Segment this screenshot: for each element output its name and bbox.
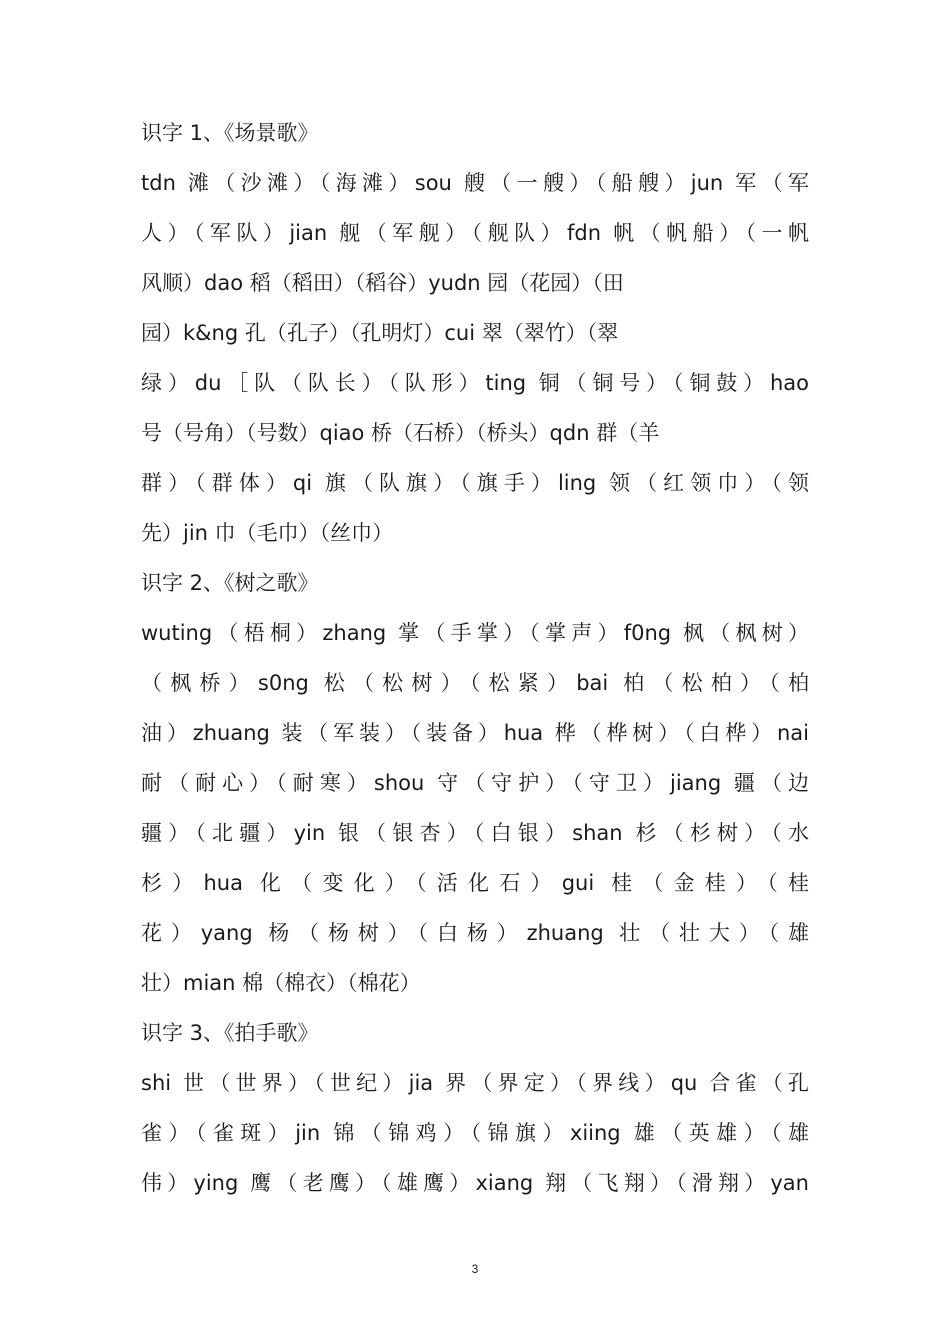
text-line: 号（号角）（号数）qiao 桥（石桥）（桥头）qdn 群（羊 <box>141 421 660 445</box>
page-content <box>141 108 809 1208</box>
section-heading-1: 识字 1、《场景歌》 <box>141 121 319 145</box>
text-line: 人）（军队）jian 舰（军舰）（舰队）fdn 帆（帆船）（一帆 <box>141 221 809 245</box>
section-heading-2: 识字 2、《树之歌》 <box>141 571 319 595</box>
text-line: shi 世（世界）（世纪）jia 界（界定）（界线）qu 合雀（孔 <box>141 1071 809 1095</box>
text-line: 群）（群体）qi 旗（队旗）（旗手）ling 领（红领巾）（领 <box>141 471 809 495</box>
text-line: 油）zhuang 装（军装）（装备）hua 桦（桦树）（白桦）nai <box>141 721 809 745</box>
text-line: 风顺）dao 稻（稻田）（稻谷）yudn 园（花园）（田 <box>141 271 624 295</box>
text-line: 花）yang 杨（杨树）（白杨）zhuang 壮（壮大）（雄 <box>141 921 809 945</box>
text-line: 雀）（雀斑）jin 锦（锦鸡）（锦旗）xiing 雄（英雄）（雄 <box>141 1121 809 1145</box>
text-line: （枫桥）s0ng 松（松树）（松紧）bai 柏（松柏）（柏 <box>141 671 809 695</box>
text-line: wuting（梧桐）zhang 掌（手掌）（掌声）f0ng 枫（枫树） <box>141 621 809 645</box>
text-line: 疆）（北疆）yin 银（银杏）（白银）shan 杉（杉树）（水 <box>141 821 809 845</box>
text-line: 壮）mian 棉（棉衣）（棉花） <box>141 971 421 995</box>
page-number: 3 <box>471 1262 479 1276</box>
section-heading-3: 识字 3、《拍手歌》 <box>141 1021 319 1045</box>
text-line: tdn 滩（沙滩）（海滩）sou 艘（一艘）（船艘）jun 军（军 <box>141 171 809 195</box>
text-line: 伟）ying 鹰（老鹰）（雄鹰）xiang 翔（飞翔）（滑翔）yan <box>141 1171 809 1195</box>
text-line: 杉）hua 化（变化）（活化石）gui 桂（金桂）（桂 <box>141 871 809 895</box>
text-line: 耐（耐心）（耐寒）shou 守（守护）（守卫）jiang 疆（边 <box>141 771 809 795</box>
text-line: 先）jin 巾（毛巾）（丝巾） <box>141 521 394 545</box>
text-line: 园）k&ng 孔（孔子）（孔明灯）cui 翠（翠竹）（翠 <box>141 321 619 345</box>
text-line: 绿）du［队（队长）（队形）ting 铜（铜号）（铜鼓）hao <box>141 371 809 395</box>
